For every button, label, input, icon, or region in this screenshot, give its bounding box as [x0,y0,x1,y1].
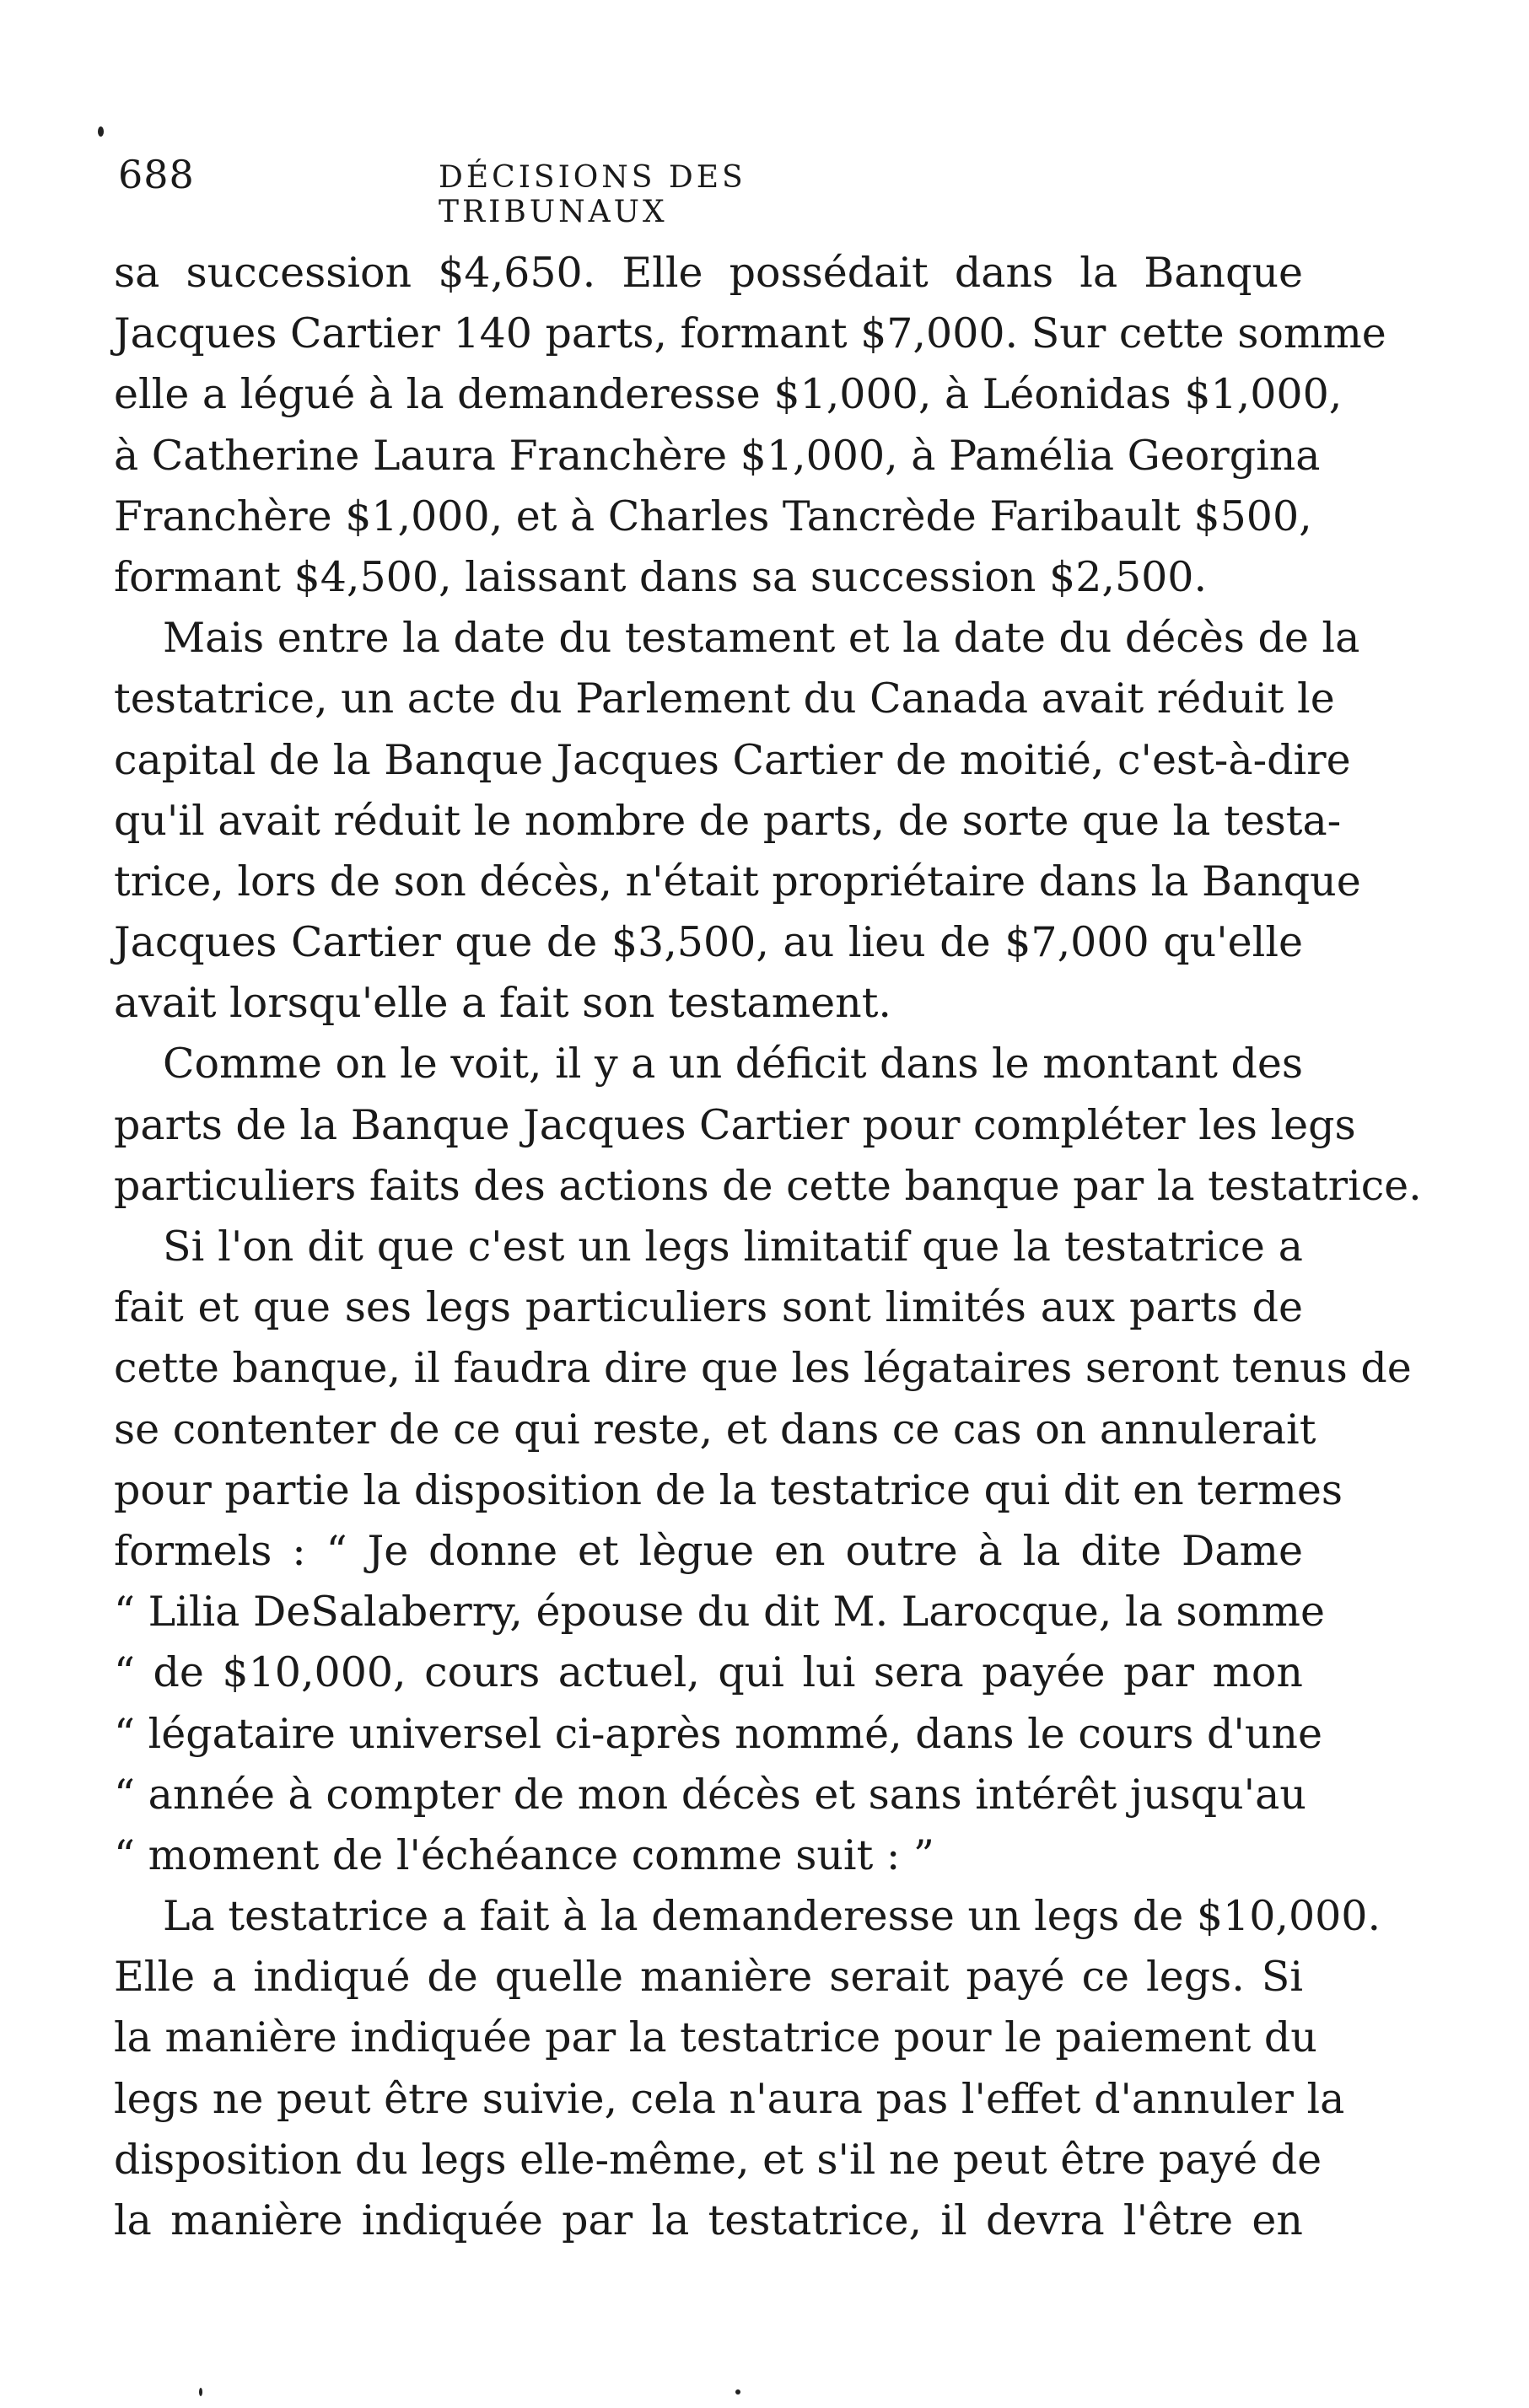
text-line: Jacques Cartier 140 parts, formant $7,000. Sur cette somme [114,309,1386,358]
text-line: testatrice, un acte du Parlement du Canada avait réduit le [114,675,1335,723]
text-line: “ moment de l'échéance comme suit : ” [114,1830,934,1879]
text-line: Franchère $1,000, et à Charles Tancrède Faribault $500, [114,492,1312,540]
running-head [118,152,987,229]
text-line: legs ne peut être suivie, cela n'aura pas l'effet d'annuler la [114,2074,1345,2123]
text-line: trice, lors de son décès, n'était propriétaire dans la Banque [114,857,1361,906]
ink-speck-top [98,126,104,137]
text-line: cette banque, il faudra dire que les légataires seront tenus de [114,1344,1412,1393]
text-line: particuliers faits des actions de cette banque par la testatrice. [114,1161,1422,1210]
text-line: avait lorsqu'elle a fait son testament. [114,979,891,1028]
text-line: La testatrice a fait à la demanderesse un legs de $10,000. [163,1892,1381,1941]
text-line: elle a légué à la demanderesse $1,000, à Léonidas $1,000, [114,370,1343,419]
text-line: pour partie la disposition de la testatrice qui dit en termes [114,1465,1343,1514]
text-line: formant $4,500, laissant dans sa succession $2,500. [114,552,1208,601]
ink-speck-bottom-left [199,2388,202,2396]
text-line: Comme on le voit, il y a un déficit dans le montant des [163,1040,1304,1088]
text-line: Mais entre la date du testament et la date du décès de la [163,614,1360,663]
text-line: parts de la Banque Jacques Cartier pour compléter les legs [114,1100,1356,1149]
ink-speck-bottom-center [735,2389,740,2395]
page-header-title: DÉCISIONS DES TRIBUNAUX [439,160,746,229]
text-line: sa succession $4,650. Elle possédait dans la Banque [114,249,1303,297]
text-line: disposition du legs elle-même, et s'il ne peut être payé de [114,2135,1322,2184]
text-line: “ de $10,000, cours actuel, qui lui sera payée par mon [114,1648,1303,1697]
text-line: Jacques Cartier que de $3,500, au lieu de $7,000 qu'elle [114,918,1303,967]
text-line: “ Lilia DeSalaberry, épouse du dit M. Larocque, la somme [114,1588,1325,1637]
text-line: Elle a indiqué de quelle manière serait payé ce legs. Si [114,1953,1303,2002]
text-line: fait et que ses legs particuliers sont limités aux parts de [114,1283,1303,1332]
text-line: à Catherine Laura Franchère $1,000, à Pamélia Georgina [114,431,1321,480]
text-line: “ année à compter de mon décès et sans intérêt jusqu'au [114,1770,1306,1819]
text-line: “ légataire universel ci-après nommé, dans le cours d'une [114,1709,1322,1758]
page-number: 688 [118,152,195,197]
text-line: la manière indiquée par la testatrice, il devra l'être en [114,2196,1303,2244]
text-line: la manière indiquée par la testatrice pour le paiement du [114,2013,1317,2062]
text-line: formels : “ Je donne et lègue en outre à la dite Dame [114,1526,1303,1575]
text-line: se contenter de ce qui reste, et dans ce cas on annulerait [114,1405,1316,1454]
text-line: qu'il avait réduit le nombre de parts, de sorte que la testa- [114,796,1342,845]
page-body [114,243,1422,2251]
text-line: capital de la Banque Jacques Cartier de moitié, c'est-à-dire [114,735,1351,784]
text-line: Si l'on dit que c'est un legs limitatif que la testatrice a [163,1223,1303,1271]
